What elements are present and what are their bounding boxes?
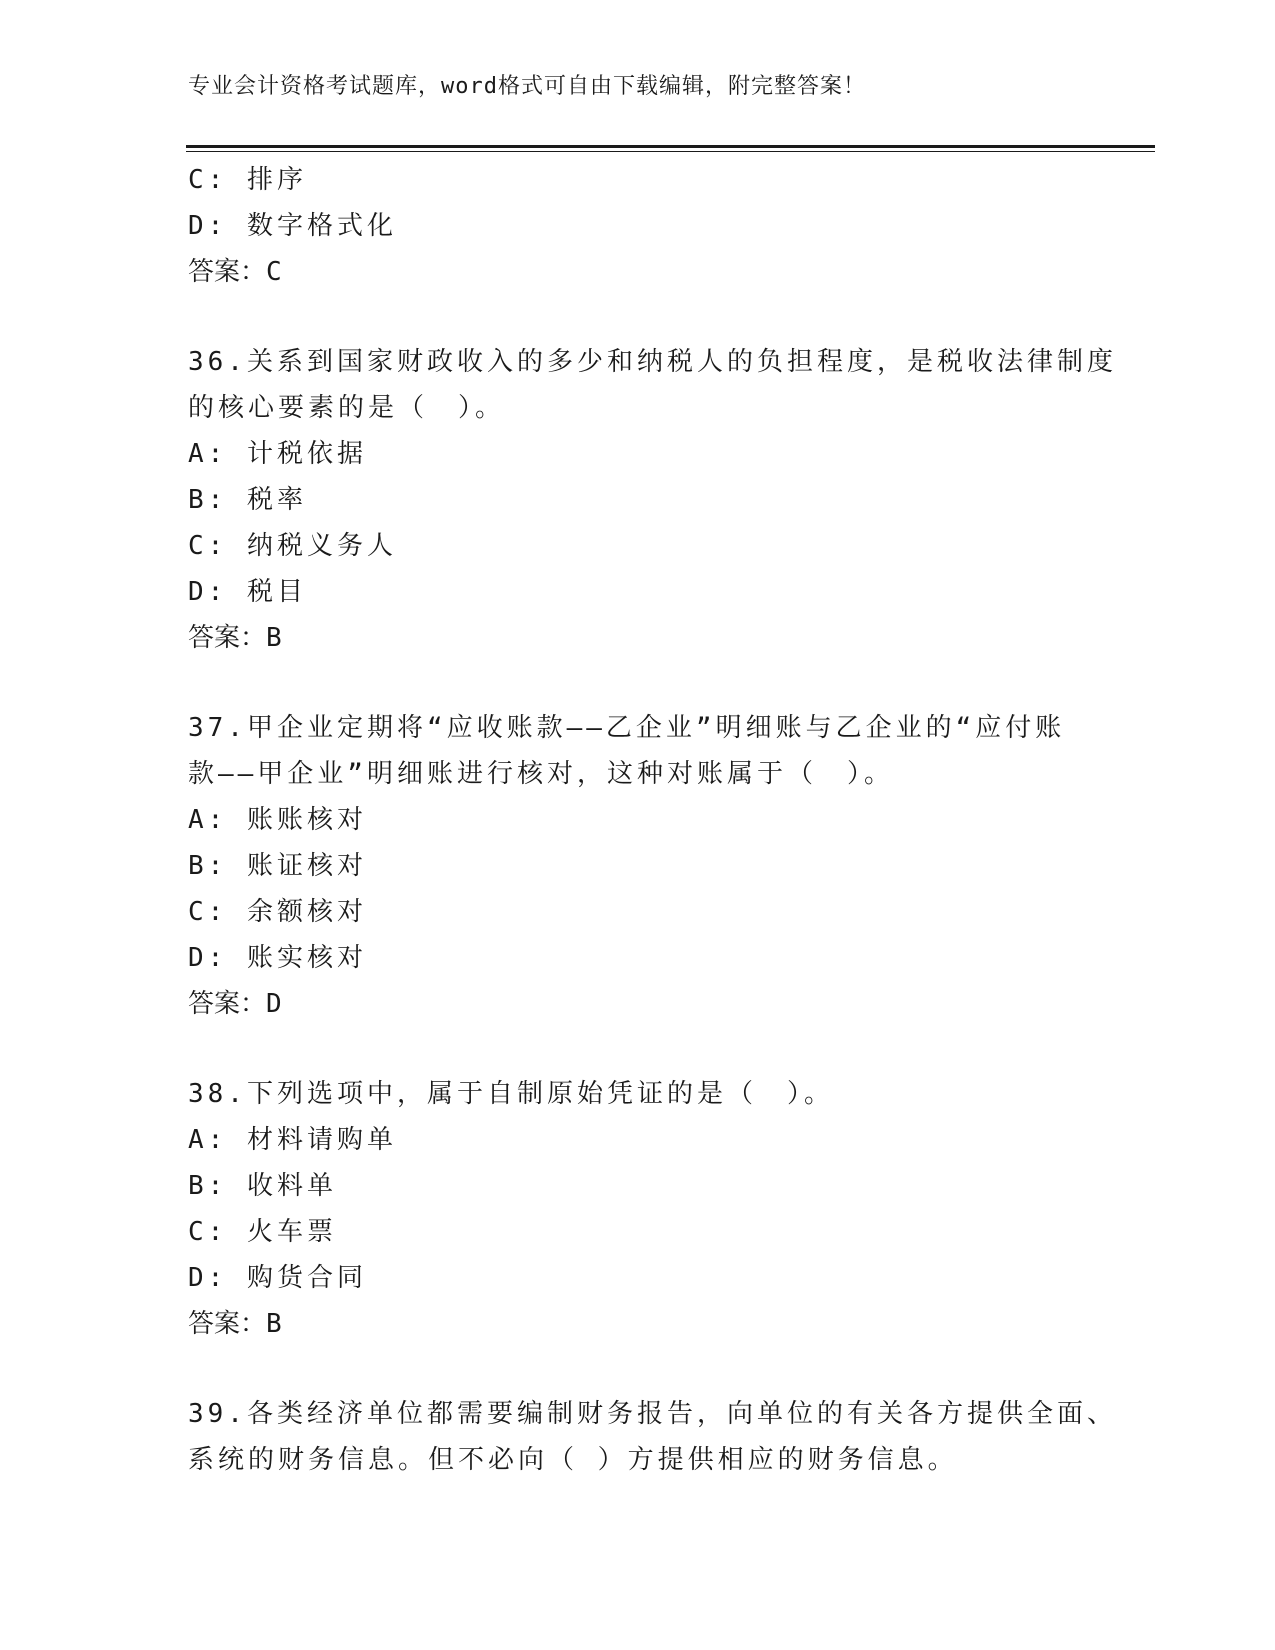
answer-label: 答案： <box>188 1309 267 1339</box>
question-text: 的核心要素的是（ ）。 <box>188 393 506 423</box>
option-a <box>188 431 1088 477</box>
option-text: 账证核对 <box>246 851 367 881</box>
option-a <box>188 797 1088 843</box>
question-text-line <box>188 1391 1117 1437</box>
question-text-line <box>188 339 1117 385</box>
question-text-line <box>188 1437 1088 1483</box>
answer-line <box>188 615 1088 661</box>
option-label: D: <box>188 943 228 973</box>
option-text: 计税依据 <box>246 439 367 469</box>
option-text: 账账核对 <box>246 805 367 835</box>
option-b <box>188 1163 1088 1209</box>
answer-value: B <box>266 623 282 653</box>
option-label: C: <box>188 897 228 927</box>
question-list <box>188 157 1117 1483</box>
option-label: A: <box>188 439 228 469</box>
answer-value: B <box>266 1309 282 1339</box>
question-text: 各类经济单位都需要编制财务报告，向单位的有关各方提供全面、 <box>246 1399 1117 1429</box>
question-partial <box>188 157 1088 295</box>
option-label: A: <box>188 1125 228 1155</box>
answer-label: 答案： <box>188 623 267 653</box>
question-39 <box>188 1391 1117 1483</box>
question-37 <box>188 705 1088 1027</box>
spacer <box>188 661 1088 705</box>
question-text: 甲企业定期将“应收账款——乙企业”明细账与乙企业的“应付账 <box>246 713 1066 743</box>
option-label: C: <box>188 1217 228 1247</box>
spacer <box>188 295 1088 339</box>
option-d <box>188 569 1088 615</box>
option-label: C: <box>188 165 228 195</box>
spacer <box>188 1347 1088 1391</box>
option-label: B: <box>188 851 228 881</box>
option-text: 数字格式化 <box>246 211 397 241</box>
spacer <box>188 1027 1088 1071</box>
answer-line <box>188 1301 1088 1347</box>
header-divider-thin <box>186 151 1155 152</box>
option-text: 余额核对 <box>246 897 367 927</box>
question-text: 关系到国家财政收入的多少和纳税人的负担程度，是税收法律制度 <box>246 347 1117 377</box>
question-36 <box>188 339 1117 661</box>
answer-line <box>188 249 1088 295</box>
question-text-line <box>188 705 1088 751</box>
option-label: B: <box>188 1171 228 1201</box>
option-c <box>188 889 1088 935</box>
option-text: 购货合同 <box>246 1263 367 1293</box>
option-text: 税目 <box>246 577 307 607</box>
question-number: 37. <box>188 713 247 743</box>
header-divider-thick <box>186 145 1155 148</box>
answer-value: C <box>266 257 282 287</box>
option-d <box>188 935 1088 981</box>
option-label: B: <box>188 485 228 515</box>
option-a <box>188 1117 1088 1163</box>
question-text: 下列选项中，属于自制原始凭证的是（ ）。 <box>246 1079 834 1109</box>
option-c <box>188 157 1088 203</box>
option-text: 火车票 <box>246 1217 337 1247</box>
option-c <box>188 523 1088 569</box>
question-text-line <box>188 1071 1088 1117</box>
answer-label: 答案： <box>188 989 267 1019</box>
option-text: 排序 <box>246 165 307 195</box>
option-text: 账实核对 <box>246 943 367 973</box>
answer-line <box>188 981 1088 1027</box>
question-text: 款——甲企业”明细账进行核对，这种对账属于（ ）。 <box>188 759 894 789</box>
answer-label: 答案： <box>188 257 267 287</box>
option-label: A: <box>188 805 228 835</box>
question-number: 39. <box>188 1399 247 1429</box>
option-text: 材料请购单 <box>246 1125 397 1155</box>
question-text-line <box>188 385 1088 431</box>
option-b <box>188 477 1088 523</box>
option-c <box>188 1209 1088 1255</box>
question-38 <box>188 1071 1088 1347</box>
option-text: 税率 <box>246 485 307 515</box>
option-label: D: <box>188 1263 228 1293</box>
question-number: 38. <box>188 1079 247 1109</box>
option-label: D: <box>188 211 228 241</box>
option-label: C: <box>188 531 228 561</box>
page-header: 专业会计资格考试题库，word格式可自由下载编辑，附完整答案！ <box>188 74 866 99</box>
option-label: D: <box>188 577 228 607</box>
option-d <box>188 203 1088 249</box>
option-text: 收料单 <box>246 1171 337 1201</box>
question-text-line <box>188 751 1088 797</box>
question-text: 系统的财务信息。但不必向（ ）方提供相应的财务信息。 <box>188 1445 958 1475</box>
option-b <box>188 843 1088 889</box>
answer-value: D <box>266 989 282 1019</box>
option-text: 纳税义务人 <box>246 531 397 561</box>
question-number: 36. <box>188 347 247 377</box>
option-d <box>188 1255 1088 1301</box>
